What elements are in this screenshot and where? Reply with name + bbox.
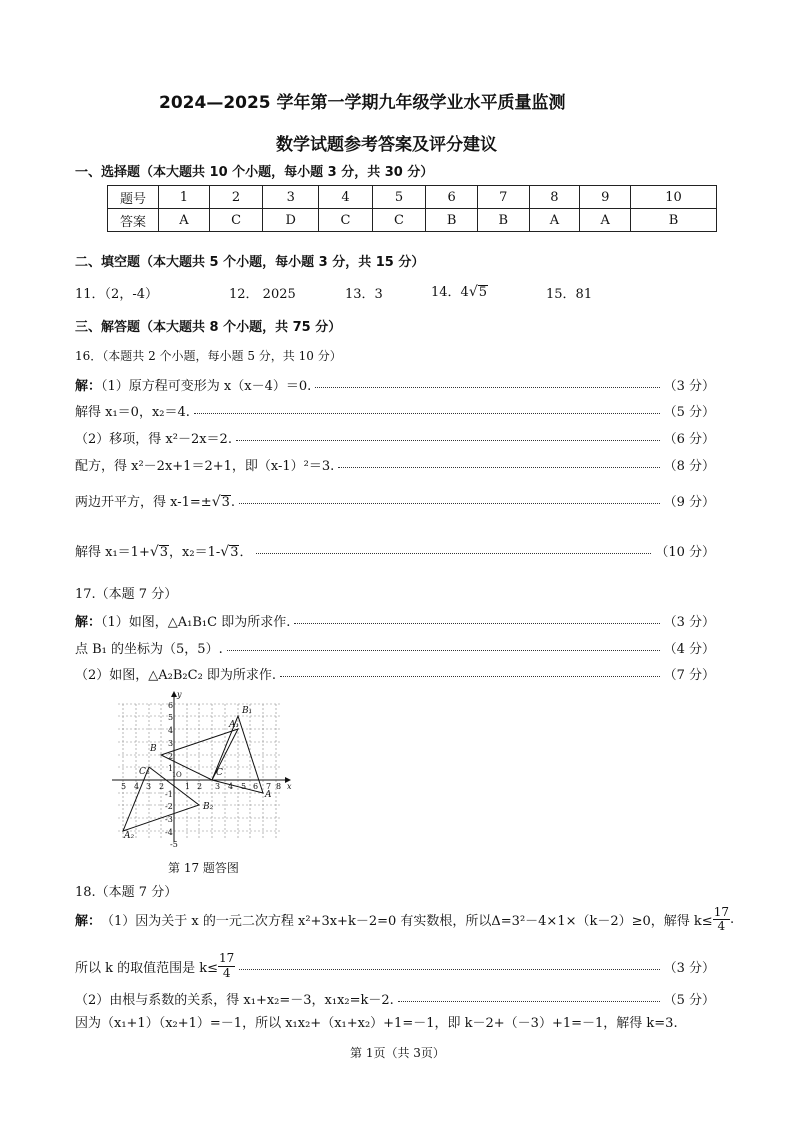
y-tick-label: -5 <box>170 840 178 848</box>
q16-line2-points: （5 分） <box>663 404 715 420</box>
y-tick-label: -4 <box>165 828 173 837</box>
y-axis-label: y <box>177 690 182 699</box>
y-tick-label: 2 <box>168 752 174 761</box>
section3-heading: 三、解答题（本大题共 8 个小题，共 75 分） <box>75 320 342 335</box>
point-label-A2: A₂ <box>124 831 135 841</box>
table-cell: 3 <box>263 186 319 209</box>
table-row-answers <box>108 209 717 232</box>
point-label-B2: B₂ <box>203 802 214 812</box>
q17-coordinate-graph <box>100 688 300 848</box>
q16-line6-mid: ，x₂＝1- <box>169 544 221 560</box>
q18-line2-points: （3 分） <box>663 960 715 976</box>
y-tick-label: 6 <box>168 701 174 710</box>
q17-line1-text: （1）如图，△A₁B₁C 即为所求作. <box>101 614 291 630</box>
table-label-ans: 答案 <box>108 209 159 232</box>
q16-heading: 16．（本题共 2 个小题，每小题 5 分，共 10 分） <box>75 349 342 363</box>
q18-line1-post: . <box>729 912 735 928</box>
fraction <box>218 952 235 979</box>
table-cell: C <box>372 209 426 232</box>
point-label-C: C <box>216 768 223 778</box>
sqrt-icon: √ <box>211 493 221 510</box>
fraction-numerator: 17 <box>219 951 235 966</box>
y-tick-label: -1 <box>165 790 173 799</box>
q17-line1-points: （3 分） <box>663 614 715 630</box>
y-tick-label: 4 <box>168 726 174 735</box>
x-tick-label: 4 <box>134 782 140 791</box>
fraction-numerator: 17 <box>713 905 729 919</box>
q16-line5 <box>75 490 715 510</box>
q18-line2-text: 所以 k 的取值范围是 k≤ <box>75 960 219 976</box>
q16-line1 <box>75 374 715 394</box>
q16-line3 <box>75 427 715 447</box>
q16-line1-text: （1）原方程可变形为 x（x－4）＝0. <box>101 378 312 394</box>
sqrt-icon: √ <box>220 543 230 560</box>
table-cell: 5 <box>372 186 426 209</box>
table-cell: 9 <box>580 186 631 209</box>
y-tick-label: -2 <box>165 802 173 811</box>
figure-caption: 第 17 题答图 <box>168 861 239 875</box>
q16-line6-post: ． <box>239 544 253 560</box>
q17-heading: 17.（本题 7 分） <box>75 587 178 602</box>
table-row-numbers <box>108 186 717 209</box>
q17-line3-text: （2）如图，△A₂B₂C₂ 即为所求作. <box>75 667 277 683</box>
table-cell: 7 <box>477 186 529 209</box>
point-label-B1: B₁ <box>242 706 253 716</box>
q17-line3 <box>75 663 715 683</box>
table-cell: 6 <box>426 186 478 209</box>
answer-14 <box>431 281 488 300</box>
q18-line3-points: （5 分） <box>663 992 715 1008</box>
table-cell: B <box>426 209 478 232</box>
x-tick-label: 2 <box>197 782 203 791</box>
q17-line2-points: （4 分） <box>663 641 715 657</box>
q16-line1-points: （3 分） <box>663 378 715 394</box>
q16-line6-radicand1: 3 <box>159 544 169 560</box>
table-cell: A <box>159 209 210 232</box>
x-tick-label: 6 <box>253 782 259 791</box>
x-tick-label: 5 <box>241 782 247 791</box>
table-cell: 4 <box>319 186 373 209</box>
q16-line5-post: . <box>230 494 236 510</box>
q16-line5-pre: 两边开平方，得 x-1=± <box>75 494 212 510</box>
q17-line2 <box>75 637 715 657</box>
x-tick-label: 1 <box>172 771 177 779</box>
page-subtitle: 数学试题参考答案及评分建议 <box>276 135 497 155</box>
q17-line3-points: （7 分） <box>663 667 715 683</box>
table-cell: 2 <box>209 186 263 209</box>
q17-line1 <box>75 610 715 630</box>
section2-heading: 二、填空题（本大题共 5 个小题，每小题 3 分，共 15 分） <box>75 255 425 270</box>
table-cell: 10 <box>631 186 717 209</box>
y-tick-label: 3 <box>168 739 174 748</box>
x-tick-label: 2 <box>159 782 165 791</box>
y-tick-label: -3 <box>165 815 173 824</box>
fraction-denominator: 4 <box>717 919 726 934</box>
point-label-B: B <box>150 744 157 754</box>
x-tick-label: 7 <box>266 782 272 791</box>
section1-heading: 一、选择题（本大题共 10 个小题，每小题 3 分，共 30 分） <box>75 165 434 180</box>
table-cell: D <box>263 209 319 232</box>
q16-line4 <box>75 454 715 474</box>
table-cell: C <box>319 209 373 232</box>
q17-line2-text: 点 B₁ 的坐标为（5，5）. <box>75 641 223 657</box>
x-tick-label: 8 <box>276 782 282 791</box>
q16-line2 <box>75 400 715 420</box>
x-tick-label: 1 <box>185 782 191 791</box>
table-cell: C <box>209 209 263 232</box>
point-label-A1: A₁ <box>229 720 240 730</box>
answer-14-prefix: 14．4 <box>431 285 469 300</box>
table-cell: B <box>477 209 529 232</box>
sqrt-icon: √ <box>468 284 478 300</box>
point-label-C2: C₂ <box>139 767 150 777</box>
q18-line4: 因为（x₁+1）（x₂+1）=－1，所以 x₁x₂+（x₁+x₂）+1=－1，即 k－2+（－3）+1=－1，解得 k=3. <box>75 1016 678 1031</box>
q18-jie: 解： <box>75 914 102 930</box>
q18-line3-text: （2）由根与系数的关系，得 x₁+x₂=－3，x₁x₂=k－2. <box>75 992 394 1008</box>
q16-line6-radicand2: 3 <box>230 544 239 560</box>
x-tick-label: 3 <box>215 782 221 791</box>
page-title: 2024—2025 学年第一学期九年级学业水平质量监测 <box>159 93 566 113</box>
answer-table <box>107 185 717 232</box>
q17-jie: 解： <box>75 614 102 630</box>
q18-line1-text: （1）因为关于 x 的一元二次方程 x²+3x+k－2=0 有实数根，所以Δ=3²－4×1×（k－2）≥0，解得 k≤ <box>101 914 713 930</box>
answer-13: 13．3 <box>345 287 383 302</box>
table-label-num: 题号 <box>108 186 159 209</box>
q16-line4-points: （8 分） <box>663 458 715 474</box>
q16-line6 <box>75 540 715 560</box>
table-cell: B <box>631 209 717 232</box>
answer-14-radicand: 5 <box>478 285 488 300</box>
fraction <box>713 906 730 933</box>
answer-12: 12． 2025 <box>229 287 296 302</box>
table-cell: A <box>580 209 631 232</box>
answer-15: 15．81 <box>546 287 593 302</box>
origin-label: O <box>176 771 182 779</box>
point-label-A: A <box>265 790 272 800</box>
table-cell: A <box>529 209 580 232</box>
y-tick-label: 1 <box>168 764 174 773</box>
q16-line5-points: （9 分） <box>663 494 715 510</box>
q16-line6-pre: 解得 x₁＝1+ <box>75 544 150 560</box>
q18-line3 <box>75 988 715 1008</box>
table-cell: 8 <box>529 186 580 209</box>
x-axis-label: x <box>287 782 292 791</box>
q16-line3-points: （6 分） <box>663 431 715 447</box>
fraction-denominator: 4 <box>222 965 231 980</box>
q18-heading: 18.（本题 7 分） <box>75 885 178 900</box>
q16-line5-radicand: 3 <box>221 494 230 510</box>
q16-jie: 解： <box>75 378 102 394</box>
x-tick-label: 4 <box>228 782 234 791</box>
q16-line4-text: 配方，得 x²－2x+1＝2+1，即（x-1）²＝3. <box>75 458 335 474</box>
y-tick-label: 5 <box>168 713 174 722</box>
x-tick-label: 3 <box>146 782 152 791</box>
q16-line2-text: 解得 x₁＝0，x₂＝4. <box>75 404 190 420</box>
q18-line2 <box>75 952 715 980</box>
q16-line6-points: （10 分） <box>655 544 715 560</box>
answer-11: 11．（2，-4） <box>75 287 158 302</box>
q18-line1 <box>75 906 734 933</box>
x-tick-label: 5 <box>121 782 127 791</box>
q16-line3-text: （2）移项，得 x²－2x＝2. <box>75 431 232 447</box>
table-cell: 1 <box>159 186 210 209</box>
sqrt-icon: √ <box>149 543 159 560</box>
page-number: 第 1页（共 3页） <box>350 1046 445 1060</box>
